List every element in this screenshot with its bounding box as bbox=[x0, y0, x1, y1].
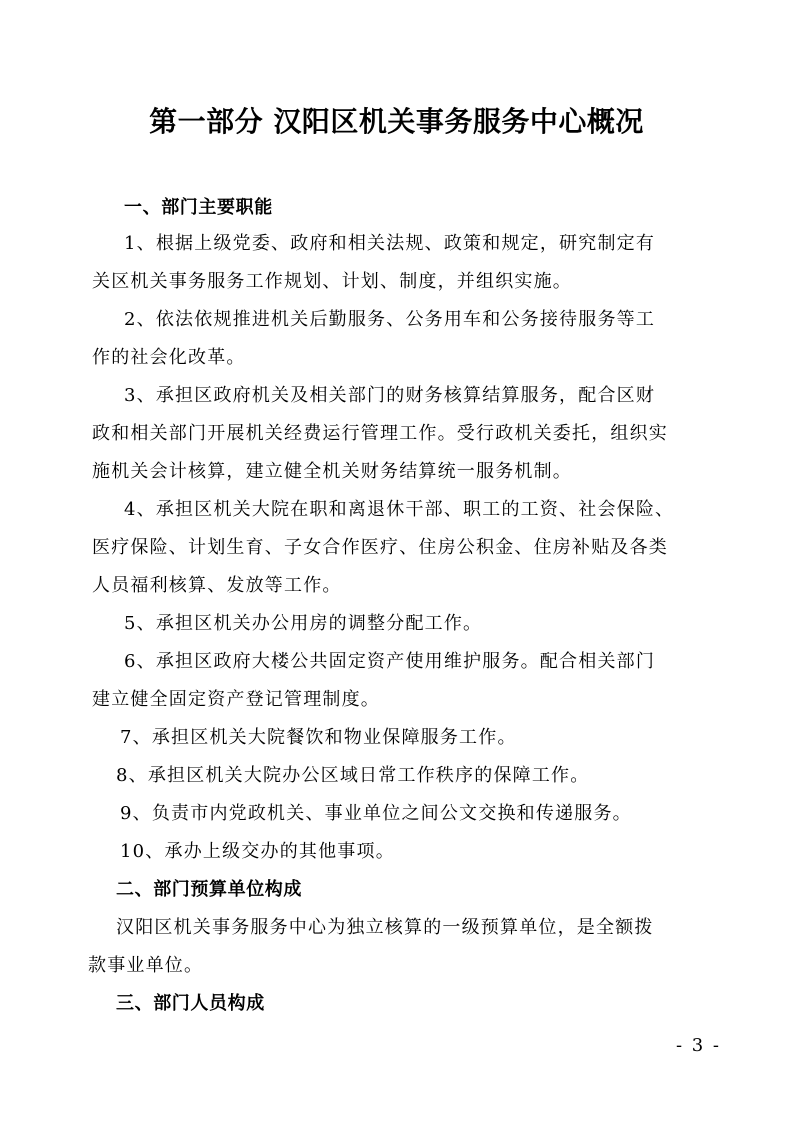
paragraph-line: 建立健全固定资产登记管理制度。 bbox=[92, 689, 380, 710]
paragraph-line: 3、承担区政府机关及相关部门的财务核算结算服务，配合区财 bbox=[124, 385, 656, 406]
paragraph-line: 6、承担区政府大楼公共固定资产使用维护服务。配合相关部门 bbox=[124, 651, 656, 672]
paragraph-line: 2、依法依规推进机关后勤服务、公务用车和公务接待服务等工 bbox=[124, 309, 656, 330]
paragraph-line: 汉阳区机关事务服务中心为独立核算的一级预算单位，是全额拨 bbox=[116, 917, 654, 938]
paragraph-line: 1、根据上级党委、政府和相关法规、政策和规定，研究制定有 bbox=[124, 233, 656, 254]
paragraph-line: 作的社会化改革。 bbox=[92, 347, 246, 368]
paragraph-line: 人员福利核算、发放等工作。 bbox=[92, 575, 342, 596]
page-number: - 3 - bbox=[675, 1035, 721, 1056]
document-title: 第一部分 汉阳区机关事务服务中心概况 bbox=[149, 105, 644, 138]
section-heading-staff: 三、部门人员构成 bbox=[116, 993, 265, 1014]
paragraph-line: 政和相关部门开展机关经费运行管理工作。受行政机关委托，组织实 bbox=[92, 423, 668, 444]
paragraph-line: 9、负责市内党政机关、事业单位之间公文交换和传递服务。 bbox=[120, 803, 632, 824]
paragraph-line: 5、承担区机关办公用房的调整分配工作。 bbox=[124, 613, 483, 634]
paragraph-line: 10、承办上级交办的其他事项。 bbox=[120, 841, 395, 862]
paragraph-line: 款事业单位。 bbox=[88, 955, 204, 976]
paragraph-line: 医疗保险、计划生育、子女合作医疗、住房公积金、住房补贴及各类 bbox=[92, 537, 668, 558]
paragraph-line: 4、承担区机关大院在职和离退休干部、职工的工资、社会保险、 bbox=[124, 499, 675, 520]
paragraph-line: 7、承担区机关大院餐饮和物业保障服务工作。 bbox=[120, 727, 517, 748]
section-heading-budget-units: 二、部门预算单位构成 bbox=[116, 879, 302, 900]
paragraph-line: 8、承担区机关大院办公区域日常工作秩序的保障工作。 bbox=[116, 765, 590, 786]
paragraph-line: 施机关会计核算，建立健全机关财务结算统一服务机制。 bbox=[92, 461, 572, 482]
paragraph-line: 关区机关事务服务工作规划、计划、制度，并组织实施。 bbox=[92, 271, 572, 292]
section-heading-functions: 一、部门主要职能 bbox=[124, 197, 273, 218]
